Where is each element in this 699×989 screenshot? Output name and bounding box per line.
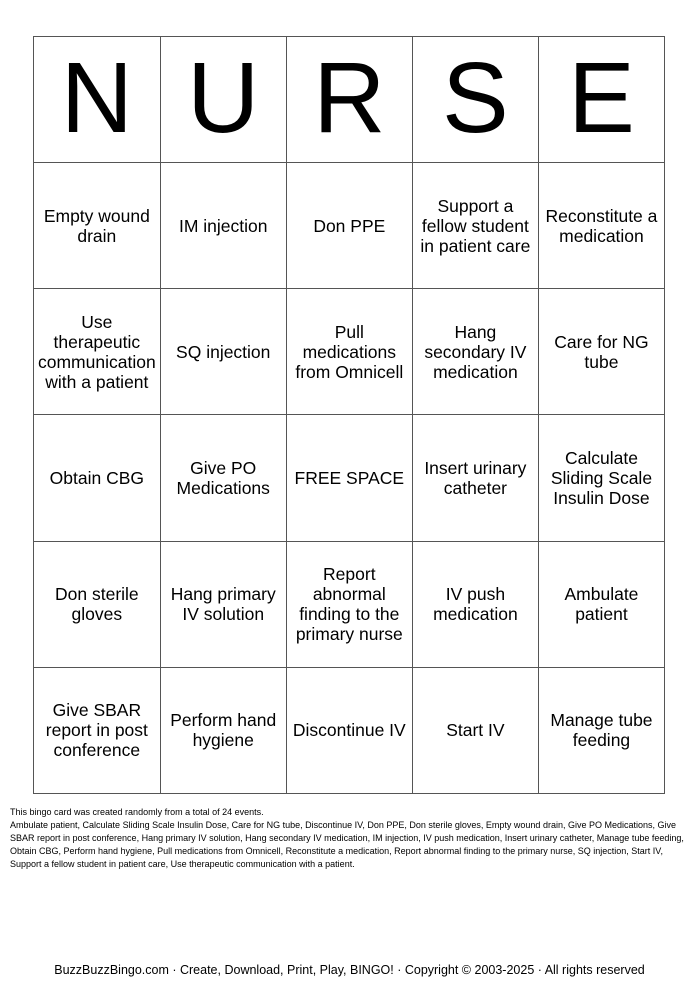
bingo-cell: Start IV (413, 668, 539, 794)
bingo-cell: Report abnormal finding to the primary nurse (287, 542, 413, 668)
bingo-cell: Discontinue IV (287, 668, 413, 794)
bingo-cell: Give PO Medications (161, 415, 287, 541)
bingo-cell: Support a fellow student in patient care (413, 163, 539, 289)
header-letter-r: R (287, 37, 413, 163)
bingo-cell: Insert urinary catheter (413, 415, 539, 541)
bingo-cell: Perform hand hygiene (161, 668, 287, 794)
free-space-cell: FREE SPACE (287, 415, 413, 541)
header-letter-e: E (539, 37, 665, 163)
header-letter-n: N (34, 37, 161, 163)
footer-text: BuzzBuzzBingo.com · Create, Download, Print, Play, BINGO! · Copyright © 2003-2025 · All rights reserved (54, 963, 645, 977)
bingo-cell: Obtain CBG (34, 415, 161, 541)
bingo-cell: IV push medication (413, 542, 539, 668)
bingo-card (33, 36, 665, 794)
bingo-cell: Calculate Sliding Scale Insulin Dose (539, 415, 665, 541)
bingo-cell: Don sterile gloves (34, 542, 161, 668)
bingo-cell: Manage tube feeding (539, 668, 665, 794)
bingo-cell: SQ injection (161, 289, 287, 415)
notes-intro: This bingo card was created randomly from a total of 24 events. (10, 807, 264, 817)
bingo-cell: Use therapeutic communication with a patient (34, 289, 161, 415)
bingo-cell: Give SBAR report in post conference (34, 668, 161, 794)
bingo-cell: Care for NG tube (539, 289, 665, 415)
bingo-cell: Empty wound drain (34, 163, 161, 289)
bingo-cell: IM injection (161, 163, 287, 289)
header-letter-u: U (161, 37, 287, 163)
bingo-cell: Ambulate patient (539, 542, 665, 668)
bingo-cell: Hang primary IV solution (161, 542, 287, 668)
card-notes (10, 806, 690, 871)
bingo-cell: Reconstitute a medication (539, 163, 665, 289)
bingo-cell: Don PPE (287, 163, 413, 289)
bingo-cell: Hang secondary IV medication (413, 289, 539, 415)
header-letter-s: S (413, 37, 539, 163)
notes-event-list: Ambulate patient, Calculate Sliding Scale Insulin Dose, Care for NG tube, Discontinue IV, Don PPE, Don sterile gloves, Empty wound drain, Give PO Medications, Give SBAR report in post conference, Hang primary IV solution, Hang secondary IV medication, IM injection, IV push medication, Insert urinary catheter, Manage tube feeding, Obtain CBG, Perform hand hygiene, Pull medications from Omnicell, Reconstitute a medication, Report abnormal finding to the primary nurse, SQ injection, Start IV, Support a fellow student in patient care, Use therapeutic communication with a patient. (10, 820, 684, 869)
bingo-cell: Pull medications from Omnicell (287, 289, 413, 415)
